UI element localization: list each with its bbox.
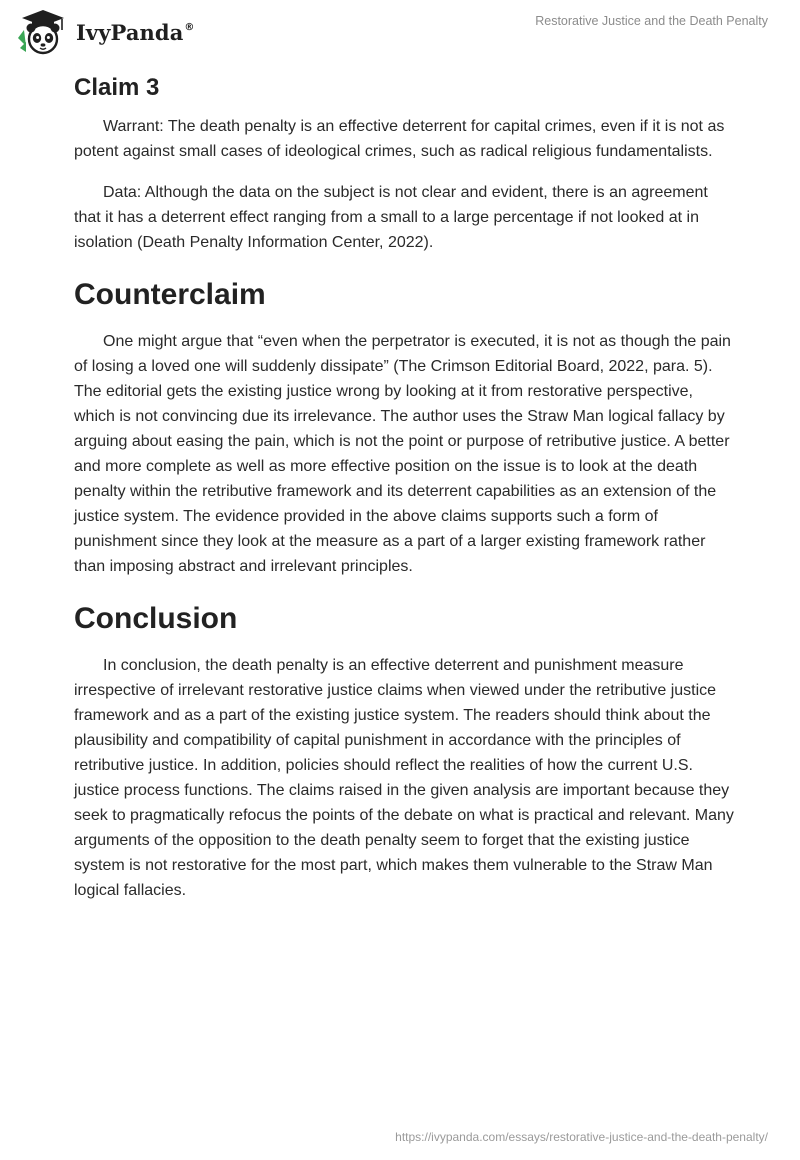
conclusion-body: In conclusion, the death penalty is an effective deterrent and punishment measure irrespective of irrelevant restorative justice claims when viewed under the retributive justice framework and as a part of the existing justice system. The readers should think about the plausibility and compatibility of capital punishment in accordance with the principles of retributive justice. In addition, policies should reflect the realities of how the current U.S. justice process functions. The claims raised in the given analysis are important because they seek to pragmatically refocus the points of the debate on what is practical and relevant. Many arguments of the opposition to the death penalty seem to forget that the existing justice system is not restorative for the most part, which makes them vulnerable to the Straw Man logical fallacies. <box>74 657 734 899</box>
ivypanda-logo[interactable] <box>14 8 195 56</box>
page-header <box>0 0 800 60</box>
essay-content <box>74 72 734 919</box>
registered-mark: ® <box>184 21 195 33</box>
claim-3-heading: Claim 3 <box>74 74 160 101</box>
claim-3-warrant: Warrant: The death penalty is an effective deterrent for capital crimes, even if it is not as potent against small cases of ideological crimes, such as radical religious fundamentalists. <box>74 118 725 160</box>
panda-graduate-icon <box>14 8 72 56</box>
counterclaim-heading: Counterclaim <box>74 278 266 311</box>
conclusion-heading: Conclusion <box>74 602 238 635</box>
claim-3-data: Data: Although the data on the subject is not clear and evident, there is an agreement that it has a deterrent effect ranging from a small to a large percentage if not looked at in isolation (Death Penalty Information Center, 2022). <box>74 184 708 251</box>
source-url[interactable]: https://ivypanda.com/essays/restorative-justice-and-the-death-penalty/ <box>395 1130 768 1144</box>
brand-name: IvyPanda® <box>76 19 195 45</box>
document-title: Restorative Justice and the Death Penalty <box>535 14 768 28</box>
counterclaim-body: One might argue that “even when the perpetrator is executed, it is not as though the pain of losing a loved one will suddenly dissipate” (The Crimson Editorial Board, 2022, para. 5). The editorial gets the existing justice wrong by looking at it from restorative perspective, which is not convincing due its irrelevance. The author uses the Straw Man logical fallacy by arguing about easing the pain, which is not the point or purpose of retributive justice. A better and more complete as well as more effective position on the issue is to look at the death penalty within the retributive framework and its deterrent capabilities as an extension of the justice system. The evidence provided in the above claims supports such a form of punishment since they look at the measure as a part of a larger existing framework rather than imposing abstract and irrelevant principles. <box>74 333 731 575</box>
